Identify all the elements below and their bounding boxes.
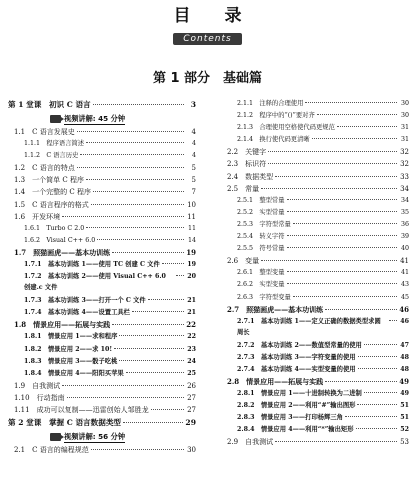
entry-title: 1.6 开发环境 xyxy=(14,212,61,221)
page-number: 41 xyxy=(400,257,409,266)
page-number: 4 xyxy=(191,128,196,136)
page-number: 24 xyxy=(187,357,196,365)
dot-leader xyxy=(275,176,397,177)
dot-leader xyxy=(91,449,184,450)
page-number: 43 xyxy=(400,281,409,289)
entry-title: 2.1.4 换行使代码更清晰 xyxy=(237,136,310,144)
dot-leader xyxy=(287,271,397,272)
dot-leader xyxy=(364,344,397,345)
page-number: 32 xyxy=(400,148,409,157)
section-entry[interactable] xyxy=(8,211,196,223)
dot-leader xyxy=(317,114,397,115)
toc-title: 目 录 xyxy=(173,6,256,26)
entry-title: 2.1.2 程序中的“()”要对齐 xyxy=(237,112,315,120)
subsection-entry[interactable] xyxy=(221,195,409,207)
page-number: 30 xyxy=(400,100,409,107)
entry-title: 2.8.1 情景应用 1——十进制转换为二进制 xyxy=(237,390,362,398)
entry-title: 1.8.1 情景应用 1——求和程序 xyxy=(24,333,118,341)
dot-leader xyxy=(358,368,397,369)
dot-leader xyxy=(86,142,184,143)
entry-title: 1.6.1 Turbo C 2.0 xyxy=(24,224,85,232)
page-number: 27 xyxy=(187,393,196,402)
dot-leader xyxy=(356,428,398,429)
dot-leader xyxy=(261,260,397,261)
section-entry[interactable] xyxy=(221,183,409,195)
page-number: 11 xyxy=(187,212,196,221)
entry-title: 2.7.3 基本功训练 3——字符变量的使用 xyxy=(237,353,356,361)
page-number: 52 xyxy=(400,426,409,434)
subsection-entry[interactable] xyxy=(8,138,196,150)
entry-title: 1.8 情景应用——拓展与实践 xyxy=(14,320,111,330)
subsection-entry[interactable] xyxy=(8,331,196,343)
entry-title: 1.7 照猫画虎——基本功训练 xyxy=(14,247,111,257)
page-number: 3 xyxy=(190,100,196,109)
entry-title: 2.7.2 基本功训练 2——数值型常量的使用 xyxy=(237,341,362,349)
dot-leader xyxy=(93,191,184,192)
dot-leader xyxy=(337,126,397,127)
section-entry[interactable] xyxy=(221,436,409,448)
page-number: 14 xyxy=(187,236,196,244)
page-number: 23 xyxy=(187,345,196,353)
subsection-entry[interactable] xyxy=(8,344,196,356)
dot-leader xyxy=(268,151,397,152)
part-title: 第 1 部分 基础篇 xyxy=(152,71,263,86)
page-number: 19 xyxy=(186,247,196,257)
subsection-entry[interactable] xyxy=(8,235,196,247)
dot-leader xyxy=(123,422,183,423)
entry-title: 2.8.4 情景应用 4——利用“*”输出矩形 xyxy=(237,426,354,434)
page-number: 48 xyxy=(400,365,409,373)
section-entry[interactable] xyxy=(8,404,196,416)
page-number: 51 xyxy=(400,414,409,422)
entry-title: 1.3 一个简单 C 程序 xyxy=(14,176,84,185)
subsection-entry[interactable] xyxy=(221,352,409,364)
page-number: 36 xyxy=(400,220,409,228)
entry-title: 1.8.3 情景应用 3——骰子吃桃 xyxy=(24,357,118,365)
page-number: 49 xyxy=(399,376,409,386)
entry-title: 2.6.3 字符型变量 xyxy=(237,293,291,301)
dot-leader xyxy=(132,311,184,312)
entry-title: 1.1 C 语言发展史 xyxy=(14,128,75,136)
subsection-entry[interactable] xyxy=(8,356,196,368)
entry-title: 1.2 C 语言的特点 xyxy=(14,164,75,173)
page-number: 5 xyxy=(191,164,196,173)
dot-leader xyxy=(77,131,184,132)
dot-leader xyxy=(86,227,184,228)
entry-title: 1.8.2 情景应用 2——求 10! xyxy=(24,345,113,353)
page-number: 31 xyxy=(400,136,409,144)
subsection-entry[interactable] xyxy=(221,424,409,436)
subsection-entry[interactable] xyxy=(221,98,409,110)
entry-title: 1.8.4 情景应用 4——阳阳买苹果 xyxy=(24,369,124,377)
subsection-entry[interactable] xyxy=(221,279,409,291)
section-entry[interactable] xyxy=(8,126,196,138)
entry-title: 2.7.1 基本功训练 1——定义正确的数据类型求圆周长 xyxy=(237,317,381,336)
dot-leader xyxy=(151,409,184,410)
subsection-entry[interactable] xyxy=(221,134,409,146)
page-number: 34 xyxy=(400,196,409,204)
dot-leader xyxy=(67,397,184,398)
subsection-entry[interactable] xyxy=(8,368,196,380)
entry-title: 2.9 自我测试 xyxy=(227,438,274,447)
page-number: 21 xyxy=(187,309,196,317)
dot-leader xyxy=(93,104,184,105)
subsection-entry[interactable] xyxy=(221,207,409,219)
page-number: 31 xyxy=(400,124,409,132)
section-entry[interactable] xyxy=(8,380,196,392)
toc-header xyxy=(0,6,415,45)
dot-leader xyxy=(126,372,184,373)
entry-title: 1.7.4 基本功训练 4——设置工具栏 xyxy=(24,309,130,317)
video-duration-text: 视频讲解: 56 分钟 xyxy=(64,431,126,441)
subsection-entry[interactable] xyxy=(221,364,409,376)
entry-title: 2.1 C 语言的编程规范 xyxy=(14,446,89,455)
entry-title: 第 2 堂课 掌握 C 语言数据类型 xyxy=(8,418,122,428)
entry-title: 2.8.2 情景应用 2——利用“#”输出图形 xyxy=(237,402,356,410)
entry-title: 2.3 标识符 xyxy=(227,160,267,169)
page-number: 4 xyxy=(191,140,196,148)
subsection-entry[interactable] xyxy=(221,388,409,400)
page-number: 47 xyxy=(400,341,409,349)
dot-leader xyxy=(325,309,397,310)
section-entry[interactable] xyxy=(8,319,196,331)
video-camera-icon xyxy=(50,115,61,123)
entry-title: 2.2 关键字 xyxy=(227,148,267,157)
lesson-entry[interactable] xyxy=(8,416,196,430)
page-number: 25 xyxy=(187,369,196,377)
entry-title: 2.1.3 合理使用空格使代码更规范 xyxy=(237,124,335,132)
section-entry[interactable] xyxy=(8,186,196,198)
entry-title: 2.7.4 基本功训练 4——实型变量的使用 xyxy=(237,365,356,373)
dot-leader xyxy=(358,356,397,357)
page-number: 10 xyxy=(187,200,196,209)
section-entry[interactable] xyxy=(8,444,196,456)
page-number: 41 xyxy=(400,269,409,277)
entry-title: 2.4 数据类型 xyxy=(227,172,274,181)
entry-title: 2.6.2 实型变量 xyxy=(237,281,285,289)
section-entry[interactable] xyxy=(221,171,409,183)
dot-leader xyxy=(119,335,184,336)
dot-leader xyxy=(62,216,184,217)
section-entry[interactable] xyxy=(221,376,409,388)
page-number: 29 xyxy=(185,418,196,428)
page-number: 46 xyxy=(399,304,409,314)
dot-leader xyxy=(364,392,397,393)
subsection-entry[interactable] xyxy=(221,267,409,279)
dot-leader xyxy=(345,416,397,417)
subsection-entry[interactable] xyxy=(8,223,196,235)
page-number: 51 xyxy=(400,402,409,410)
entry-title: 2.5.4 转义字符 xyxy=(237,233,285,241)
dot-leader xyxy=(357,404,397,405)
dot-leader xyxy=(80,154,184,155)
page-number: 49 xyxy=(400,390,409,398)
dot-leader xyxy=(293,296,397,297)
entry-title: 1.10 行动指南 xyxy=(14,393,65,402)
page-number: 27 xyxy=(187,405,196,414)
dot-leader xyxy=(119,360,184,361)
dot-leader xyxy=(325,381,397,382)
subsection-entry[interactable] xyxy=(8,295,196,307)
dot-leader xyxy=(305,102,397,103)
page-number: 35 xyxy=(400,208,409,216)
page-number: 39 xyxy=(400,233,409,241)
dot-leader xyxy=(176,275,184,276)
page-number: 33 xyxy=(400,172,409,181)
subsection-entry[interactable] xyxy=(221,400,409,412)
entry-title: 2.5.2 实型常量 xyxy=(237,208,285,216)
page-number: 30 xyxy=(187,446,196,455)
page-number: 19 xyxy=(187,261,196,269)
toc-right-column xyxy=(221,98,409,449)
dot-leader xyxy=(148,299,184,300)
page-number: 34 xyxy=(400,184,409,193)
dot-leader xyxy=(162,263,184,264)
entry-title: 1.5 C 语言程序的格式 xyxy=(14,200,89,209)
subsection-entry[interactable] xyxy=(221,412,409,424)
page-number: 7 xyxy=(191,188,196,197)
video-duration-note xyxy=(8,112,196,126)
page-number: 5 xyxy=(191,176,196,185)
dot-leader xyxy=(268,163,397,164)
video-duration-note xyxy=(8,430,196,444)
page-number: 26 xyxy=(187,381,196,390)
entry-title: 1.9 自我测试 xyxy=(14,381,61,390)
dot-leader xyxy=(112,324,184,325)
toc-left-column xyxy=(8,98,196,456)
dot-leader xyxy=(287,247,397,248)
contents-badge: Contents xyxy=(173,33,241,45)
dot-leader xyxy=(114,348,184,349)
subsection-entry[interactable] xyxy=(8,307,196,319)
entry-title: 2.8.3 情景应用 3——打印杨辉三角 xyxy=(237,414,343,422)
section-entry[interactable] xyxy=(221,255,409,267)
dot-leader xyxy=(287,235,397,236)
entry-title: 2.5.5 符号常量 xyxy=(237,245,285,253)
entry-title: 1.7.3 基本功训练 3——打开一个 C 文件 xyxy=(24,297,146,305)
dot-leader xyxy=(261,188,397,189)
page-number: 30 xyxy=(400,112,409,120)
dot-leader xyxy=(287,199,397,200)
entry-title: 2.5 常量 xyxy=(227,184,260,193)
section-entry[interactable] xyxy=(8,174,196,186)
entry-title: 第 1 堂课 初识 C 语言 xyxy=(8,100,91,109)
page-number: 53 xyxy=(400,438,409,447)
entry-title: 1.4 一个完整的 C 程序 xyxy=(14,188,91,197)
dot-leader xyxy=(97,239,184,240)
subsection-entry[interactable] xyxy=(221,110,409,122)
page-number: 21 xyxy=(187,297,196,305)
dot-leader xyxy=(112,252,184,253)
page-number: 46 xyxy=(400,317,409,325)
entry-title: 2.6.1 整型变量 xyxy=(237,269,285,277)
dot-leader xyxy=(275,441,397,442)
dot-leader xyxy=(77,167,184,168)
subsection-entry[interactable] xyxy=(221,292,409,304)
subsection-entry[interactable] xyxy=(221,219,409,231)
dot-leader xyxy=(389,320,397,321)
entry-title: 1.11 成功可以复制——迅雷创始人邹胜龙 xyxy=(14,405,149,414)
dot-leader xyxy=(293,223,397,224)
entry-title: 2.6 变量 xyxy=(227,257,260,266)
dot-leader xyxy=(86,179,184,180)
video-duration-text: 视频讲解: 45 分钟 xyxy=(64,113,126,123)
entry-title: 2.1.1 注释的合理使用 xyxy=(237,100,304,107)
entry-title: 2.5.3 字符型常量 xyxy=(237,220,291,228)
page-number: 4 xyxy=(191,152,196,160)
subsection-entry[interactable] xyxy=(221,340,409,352)
subsection-entry[interactable] xyxy=(8,271,196,295)
subsection-entry[interactable] xyxy=(221,231,409,243)
entry-title: 1.1.1 程序语言简述 xyxy=(24,140,85,148)
section-entry[interactable] xyxy=(8,392,196,404)
dot-leader xyxy=(312,138,397,139)
page-number: 22 xyxy=(186,320,196,330)
dot-leader xyxy=(91,204,184,205)
section-entry[interactable] xyxy=(8,162,196,174)
page-number: 20 xyxy=(187,273,196,281)
dot-leader xyxy=(287,283,397,284)
page-number: 11 xyxy=(187,224,196,232)
section-entry[interactable] xyxy=(8,199,196,211)
page-number: 45 xyxy=(400,293,409,301)
section-entry[interactable] xyxy=(221,158,409,170)
subsection-entry[interactable] xyxy=(221,243,409,255)
dot-leader xyxy=(62,385,184,386)
page-number: 40 xyxy=(400,245,409,253)
entry-title: 2.8 情景应用——拓展与实践 xyxy=(227,376,324,386)
subsection-entry[interactable] xyxy=(221,122,409,134)
page-number: 22 xyxy=(187,333,196,341)
subsection-entry[interactable] xyxy=(8,150,196,162)
page-number: 48 xyxy=(400,353,409,361)
dot-leader xyxy=(287,211,397,212)
entry-title: 1.6.2 Visual C++ 6.0 xyxy=(24,236,96,244)
subsection-entry[interactable] xyxy=(221,316,409,340)
subsection-entry[interactable] xyxy=(8,259,196,271)
entry-title: 1.1.2 C 语言历史 xyxy=(24,152,79,160)
entry-title: 1.7.2 基本功训练 2——使用 Visual C++ 6.0 创建.c 文件 xyxy=(24,273,166,292)
section-entry[interactable] xyxy=(221,146,409,158)
entry-title: 2.5.1 整型常量 xyxy=(237,196,285,204)
page-number: 32 xyxy=(400,160,409,169)
entry-title: 1.7.1 基本功训练 1——使用 TC 创建 C 文件 xyxy=(24,261,160,269)
section-entry[interactable] xyxy=(221,304,409,316)
lesson-entry[interactable] xyxy=(8,98,196,112)
video-camera-icon xyxy=(50,433,61,441)
entry-title: 2.7 照猫画虎——基本功训练 xyxy=(227,304,324,314)
section-entry[interactable] xyxy=(8,247,196,259)
